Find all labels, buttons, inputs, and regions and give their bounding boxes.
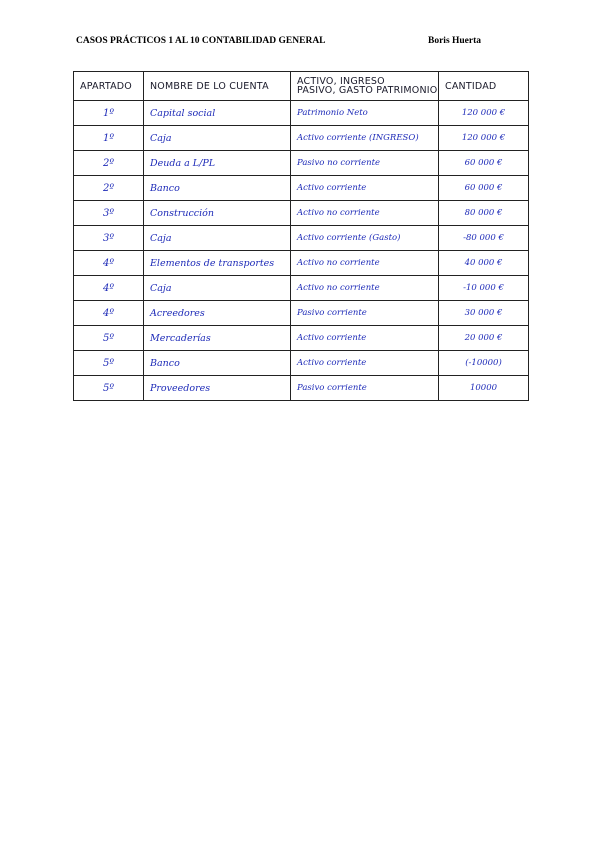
cell-nombre: Elementos de transportes — [144, 251, 291, 276]
table-row — [74, 176, 529, 201]
cell-tipo: Activo corriente (INGRESO) — [291, 126, 439, 151]
cell-cantidad: 20 000 € — [439, 326, 529, 351]
cell-tipo: Activo no corriente — [291, 201, 439, 226]
cell-apartado: 1º — [74, 101, 144, 126]
cell-apartado: 4º — [74, 301, 144, 326]
table-row — [74, 101, 529, 126]
cell-nombre: Banco — [144, 351, 291, 376]
table-row — [74, 226, 529, 251]
cell-apartado: 5º — [74, 376, 144, 401]
cell-apartado: 3º — [74, 201, 144, 226]
cell-cantidad: -10 000 € — [439, 276, 529, 301]
cell-tipo: Patrimonio Neto — [291, 101, 439, 126]
cell-tipo: Activo no corriente — [291, 276, 439, 301]
cell-apartado: 4º — [74, 276, 144, 301]
cell-cantidad: (-10000) — [439, 351, 529, 376]
cell-apartado: 1º — [74, 126, 144, 151]
cell-tipo: Activo corriente (Gasto) — [291, 226, 439, 251]
cell-tipo: Pasivo corriente — [291, 376, 439, 401]
accounts-table — [73, 71, 529, 401]
column-header-nombre: NOMBRE DE LO CUENTA — [144, 72, 291, 101]
column-header-cantidad: CANTIDAD — [439, 72, 529, 101]
cell-apartado: 2º — [74, 151, 144, 176]
column-header-tipo-line2: PASIVO, GASTO PATRIMONIO — [297, 85, 438, 96]
cell-cantidad: -80 000 € — [439, 226, 529, 251]
cell-cantidad: 40 000 € — [439, 251, 529, 276]
cell-tipo: Activo no corriente — [291, 251, 439, 276]
cell-apartado: 3º — [74, 226, 144, 251]
column-header-tipo-line1: ACTIVO, INGRESO — [297, 76, 385, 87]
cell-nombre: Construcción — [144, 201, 291, 226]
column-header-tipo — [291, 72, 439, 101]
cell-nombre: Deuda a L/PL — [144, 151, 291, 176]
cell-cantidad: 60 000 € — [439, 151, 529, 176]
cell-nombre: Capital social — [144, 101, 291, 126]
table-row — [74, 301, 529, 326]
cell-apartado: 4º — [74, 251, 144, 276]
cell-nombre: Caja — [144, 126, 291, 151]
cell-tipo: Activo corriente — [291, 326, 439, 351]
table-row — [74, 376, 529, 401]
cell-nombre: Caja — [144, 276, 291, 301]
cell-nombre: Acreedores — [144, 301, 291, 326]
cell-nombre: Mercaderías — [144, 326, 291, 351]
cell-tipo: Pasivo corriente — [291, 301, 439, 326]
cell-tipo: Activo corriente — [291, 351, 439, 376]
table-row — [74, 251, 529, 276]
table-row — [74, 126, 529, 151]
document-header — [76, 36, 506, 50]
column-header-apartado: APARTADO — [74, 72, 144, 101]
cell-cantidad: 60 000 € — [439, 176, 529, 201]
cell-apartado: 5º — [74, 351, 144, 376]
cell-tipo: Activo corriente — [291, 176, 439, 201]
cell-tipo: Pasivo no corriente — [291, 151, 439, 176]
cell-cantidad: 30 000 € — [439, 301, 529, 326]
cell-nombre: Caja — [144, 226, 291, 251]
cell-cantidad: 10000 — [439, 376, 529, 401]
cell-apartado: 5º — [74, 326, 144, 351]
table-row — [74, 151, 529, 176]
cell-nombre: Banco — [144, 176, 291, 201]
author-name: Boris Huerta — [428, 36, 482, 46]
table-row — [74, 351, 529, 376]
table-header-row — [74, 72, 529, 101]
document-title: CASOS PRÁCTICOS 1 AL 10 CONTABILIDAD GENERAL — [76, 36, 326, 46]
cell-nombre: Proveedores — [144, 376, 291, 401]
table-row — [74, 276, 529, 301]
cell-cantidad: 120 000 € — [439, 126, 529, 151]
cell-apartado: 2º — [74, 176, 144, 201]
cell-cantidad: 80 000 € — [439, 201, 529, 226]
table-row — [74, 201, 529, 226]
table-row — [74, 326, 529, 351]
cell-cantidad: 120 000 € — [439, 101, 529, 126]
